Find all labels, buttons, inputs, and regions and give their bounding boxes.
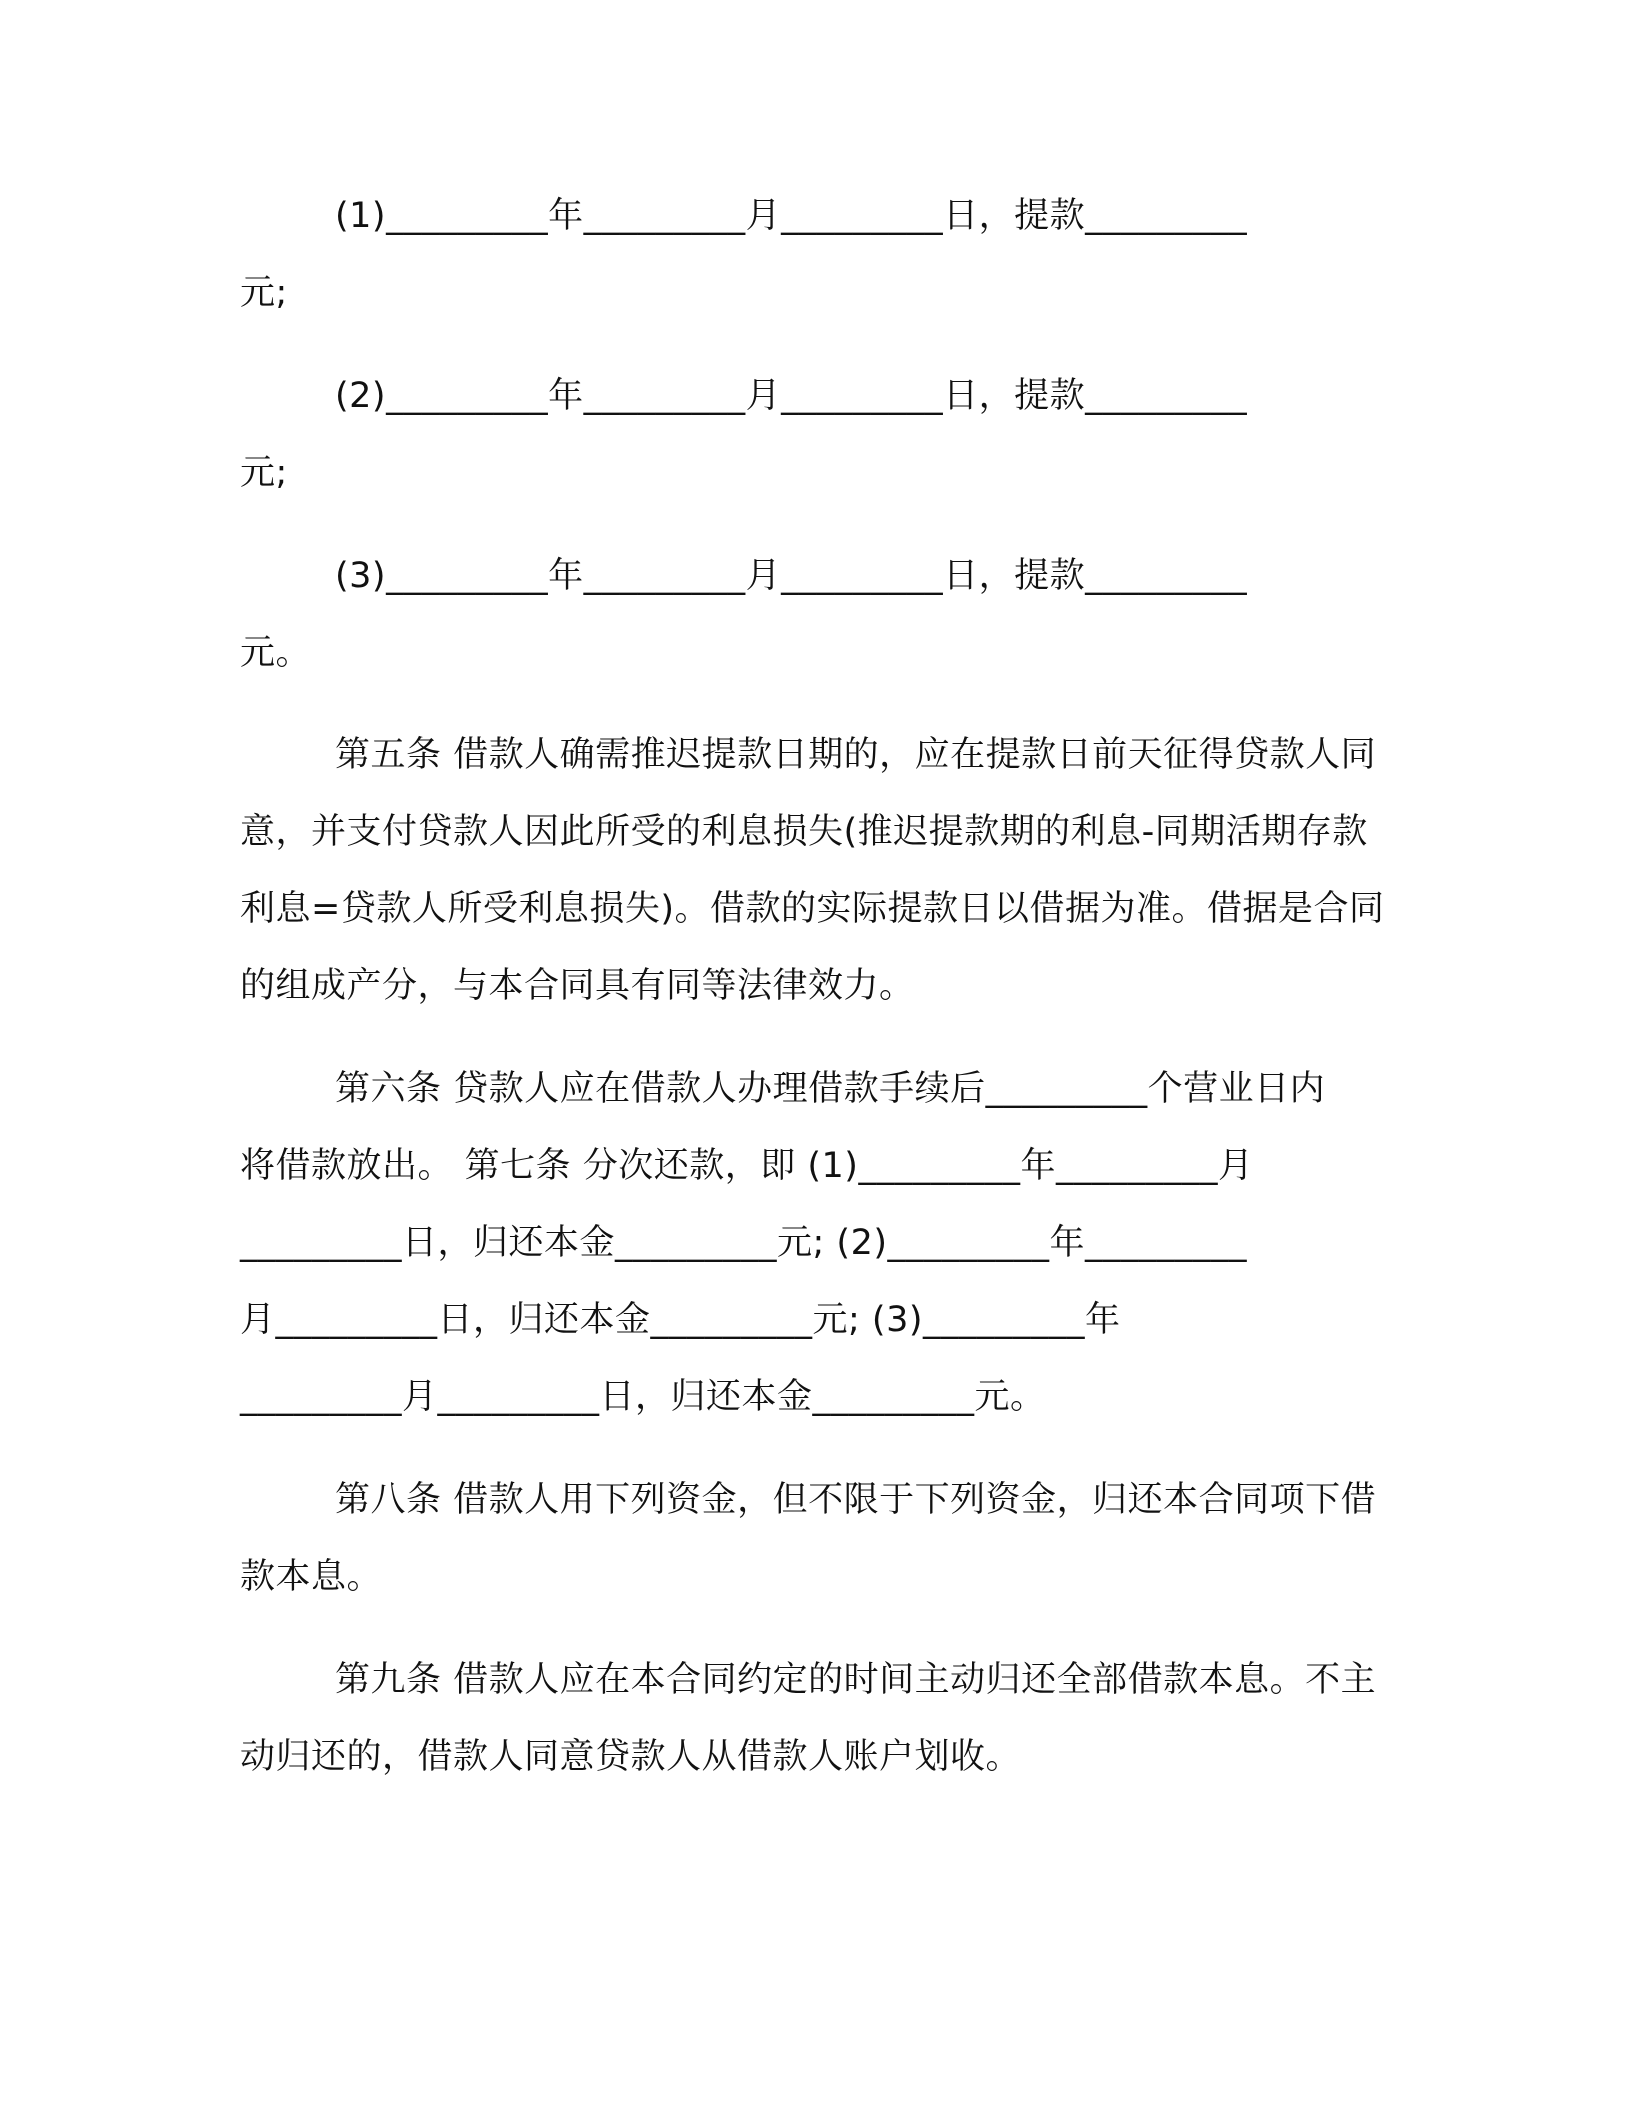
withdrawal-2-line1: (2)_________年_________月_________日，提款_________: [335, 376, 1248, 416]
article-6-7-line5: _________月_________日，归还本金_________元。: [240, 1377, 1046, 1417]
article-6-7-line4: 月_________日，归还本金_________元; (3)_________年: [240, 1300, 1121, 1340]
article-9: 第九条 借款人应在本合同约定的时间主动归还全部借款本息。不主动归还的，借款人同意贷款人从借款人账户划收。: [240, 1660, 1377, 1777]
article-6-7-line2: 将借款放出。 第七条 分次还款，即 (1)_________年_________月: [240, 1146, 1254, 1186]
article-8: 第八条 借款人用下列资金，但不限于下列资金，归还本合同项下借款本息。: [240, 1480, 1377, 1597]
withdrawal-1-line2: 元;: [240, 273, 288, 313]
withdrawal-1-line1: (1)_________年_________月_________日，提款_________: [335, 196, 1248, 236]
withdrawal-2-line2: 元;: [240, 453, 288, 493]
withdrawal-3-line2: 元。: [240, 633, 312, 673]
article-6-7-line3: _________日，归还本金_________元; (2)_________年_________: [240, 1223, 1247, 1263]
withdrawal-3-line1: (3)_________年_________月_________日，提款_________: [335, 556, 1248, 596]
article-5: 第五条 借款人确需推迟提款日期的，应在提款日前天征得贷款人同意，并支付贷款人因此所受的利息损失(推迟提款期的利息-同期活期存款利息=贷款人所受利息损失)。借款的实际提款日以借据为准。借据是合同的组成产分，与本合同具有同等法律效力。: [240, 735, 1385, 1006]
article-6-7-line1: 第六条 贷款人应在借款人办理借款手续后_________个营业日内: [335, 1069, 1326, 1109]
